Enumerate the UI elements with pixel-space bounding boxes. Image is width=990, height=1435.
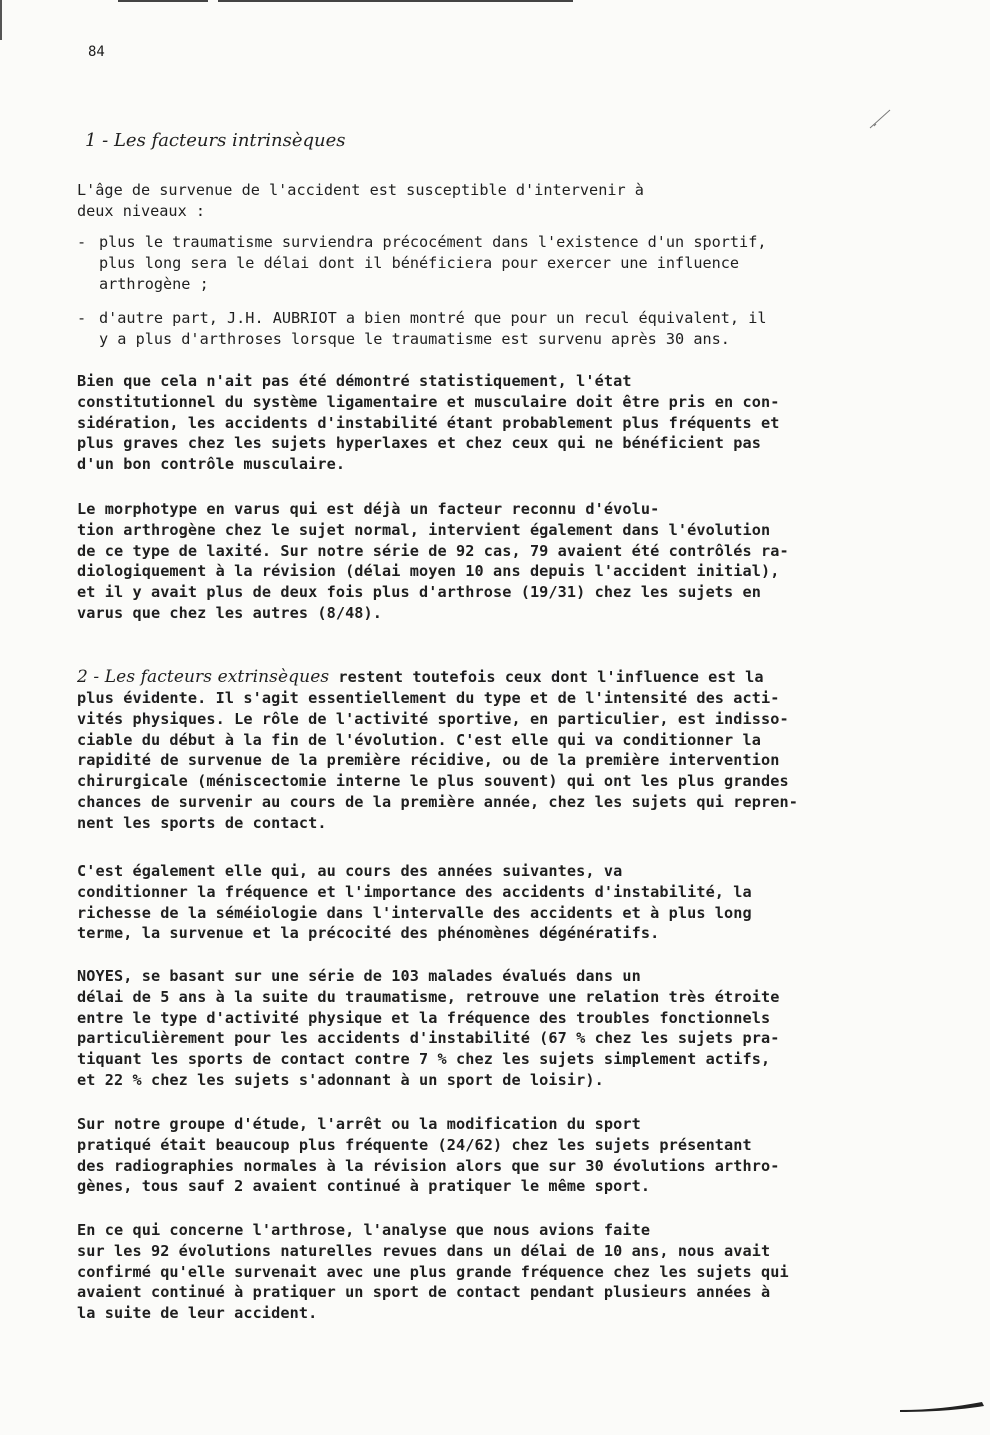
- pen-mark-icon: [868, 108, 892, 130]
- bullet-item: [77, 308, 917, 352]
- paragraph-constitution: Bien que cela n'ait pas été démontré statistiquement, l'état constitutionnel du système ligamentaire et musculaire doit être pris en con- sidération, les accidents d'instabilité étant probablement plus fréquents et plus graves chez les sujets hyperlaxes et chez ceux qui ne bénéficient pas d'un bon contrôle musculaire.: [77, 372, 780, 474]
- paragraph-arthrose: En ce qui concerne l'arthrose, l'analyse que nous avions faite sur les 92 évolutions naturelles revues dans un délai de 10 ans, nous avait confirmé qu'elle survenait avec une plus grande fréquence chez les sujets qui avaient continué à pratiquer un sport de contact pendant plusieurs années à la suite de leur accident.: [77, 1221, 789, 1323]
- bullet-marker: -: [77, 309, 87, 327]
- section2-first-line-text: restent toutefois ceux dont l'influence est la: [329, 668, 764, 686]
- paragraph-noyes: NOYES, se basant sur une série de 103 malades évalués dans un délai de 5 ans à la suite du traumatisme, retrouve une relation très étroite entre le type d'activité physique et la fréquence des troubles fonctionnels particulièrement pour les accidents d'instabilité (67 % chez les sujets pra- tiquant les sports de contact contre 7 % chez les sujets simplement actifs, et 22 % chez les sujets s'adonnant à un sport de loisir).: [77, 967, 780, 1089]
- paragraph-group: Sur notre groupe d'étude, l'arrêt ou la modification du sport pratiqué était beaucoup plus fréquente (24/62) chez les sujets présentant des radiographies normales à la révision alors que sur 30 évolutions arthro- gènes, tous sauf 2 avaient continué à pratiquer le même sport.: [77, 1115, 780, 1196]
- section2-heading: 2 - Les facteurs extrinsèques: [77, 667, 330, 687]
- paragraph-frequency: C'est également elle qui, au cours des années suivantes, va conditionner la fréquence et l'importance des accidents d'instabilité, la richesse de la séméiologie dans l'intervalle des accidents et à plus long terme, la survenue et la précocité des phénomènes dégénératifs.: [77, 862, 752, 943]
- scan-top-rule-right: [218, 0, 573, 2]
- page-number: 84: [88, 44, 105, 60]
- section2-first-line: [77, 667, 917, 688]
- bullet-marker: -: [77, 233, 87, 251]
- section1-intro: L'âge de survenue de l'accident est susceptible d'intervenir à deux niveaux :: [77, 181, 644, 220]
- paragraph-morphotype: Le morphotype en varus qui est déjà un facteur reconnu d'évolu- tion arthrogène chez le sujet normal, intervient également dans l'évolution de ce type de laxité. Sur notre série de 92 cas, 79 avaient été contrôlés ra- diologiquement à la révision (délai moyen 10 ans depuis l'accident initial), et il y avait plus de deux fois plus d'arthrose (19/31) chez les sujets en varus que chez les autres (8/48).: [77, 500, 789, 622]
- scan-top-rule-left: [118, 0, 208, 2]
- scan-ink-stroke-icon: [900, 1398, 985, 1414]
- bullet-item: [77, 232, 917, 296]
- section1-heading: 1 - Les facteurs intrinsèques: [85, 130, 346, 151]
- scan-left-edge: [0, 0, 2, 40]
- bullet-text: plus le traumatisme surviendra précocément dans l'existence d'un sportif, plus long sera le délai dont il bénéficiera pour exercer une influence arthrogène ;: [99, 233, 767, 293]
- paragraph-activity: plus évidente. Il s'agit essentiellement du type et de l'intensité des acti- vités physiques. Le rôle de l'activité sportive, en particulier, est indisso- ciable du début à la fin de l'évolution. C'est elle qui va conditionner la rapidité de survenue de la première récidive, ou de la première intervention chirurgicale (méniscectomie interne le plus souvent) qui ont les plus grandes chances de survenir au cours de la première année, chez les sujets qui repren- nent les sports de contact.: [77, 689, 799, 832]
- bullet-text: d'autre part, J.H. AUBRIOT a bien montré que pour un recul équivalent, il y a plus d'arthroses lorsque le traumatisme est survenu après 30 ans.: [99, 309, 767, 348]
